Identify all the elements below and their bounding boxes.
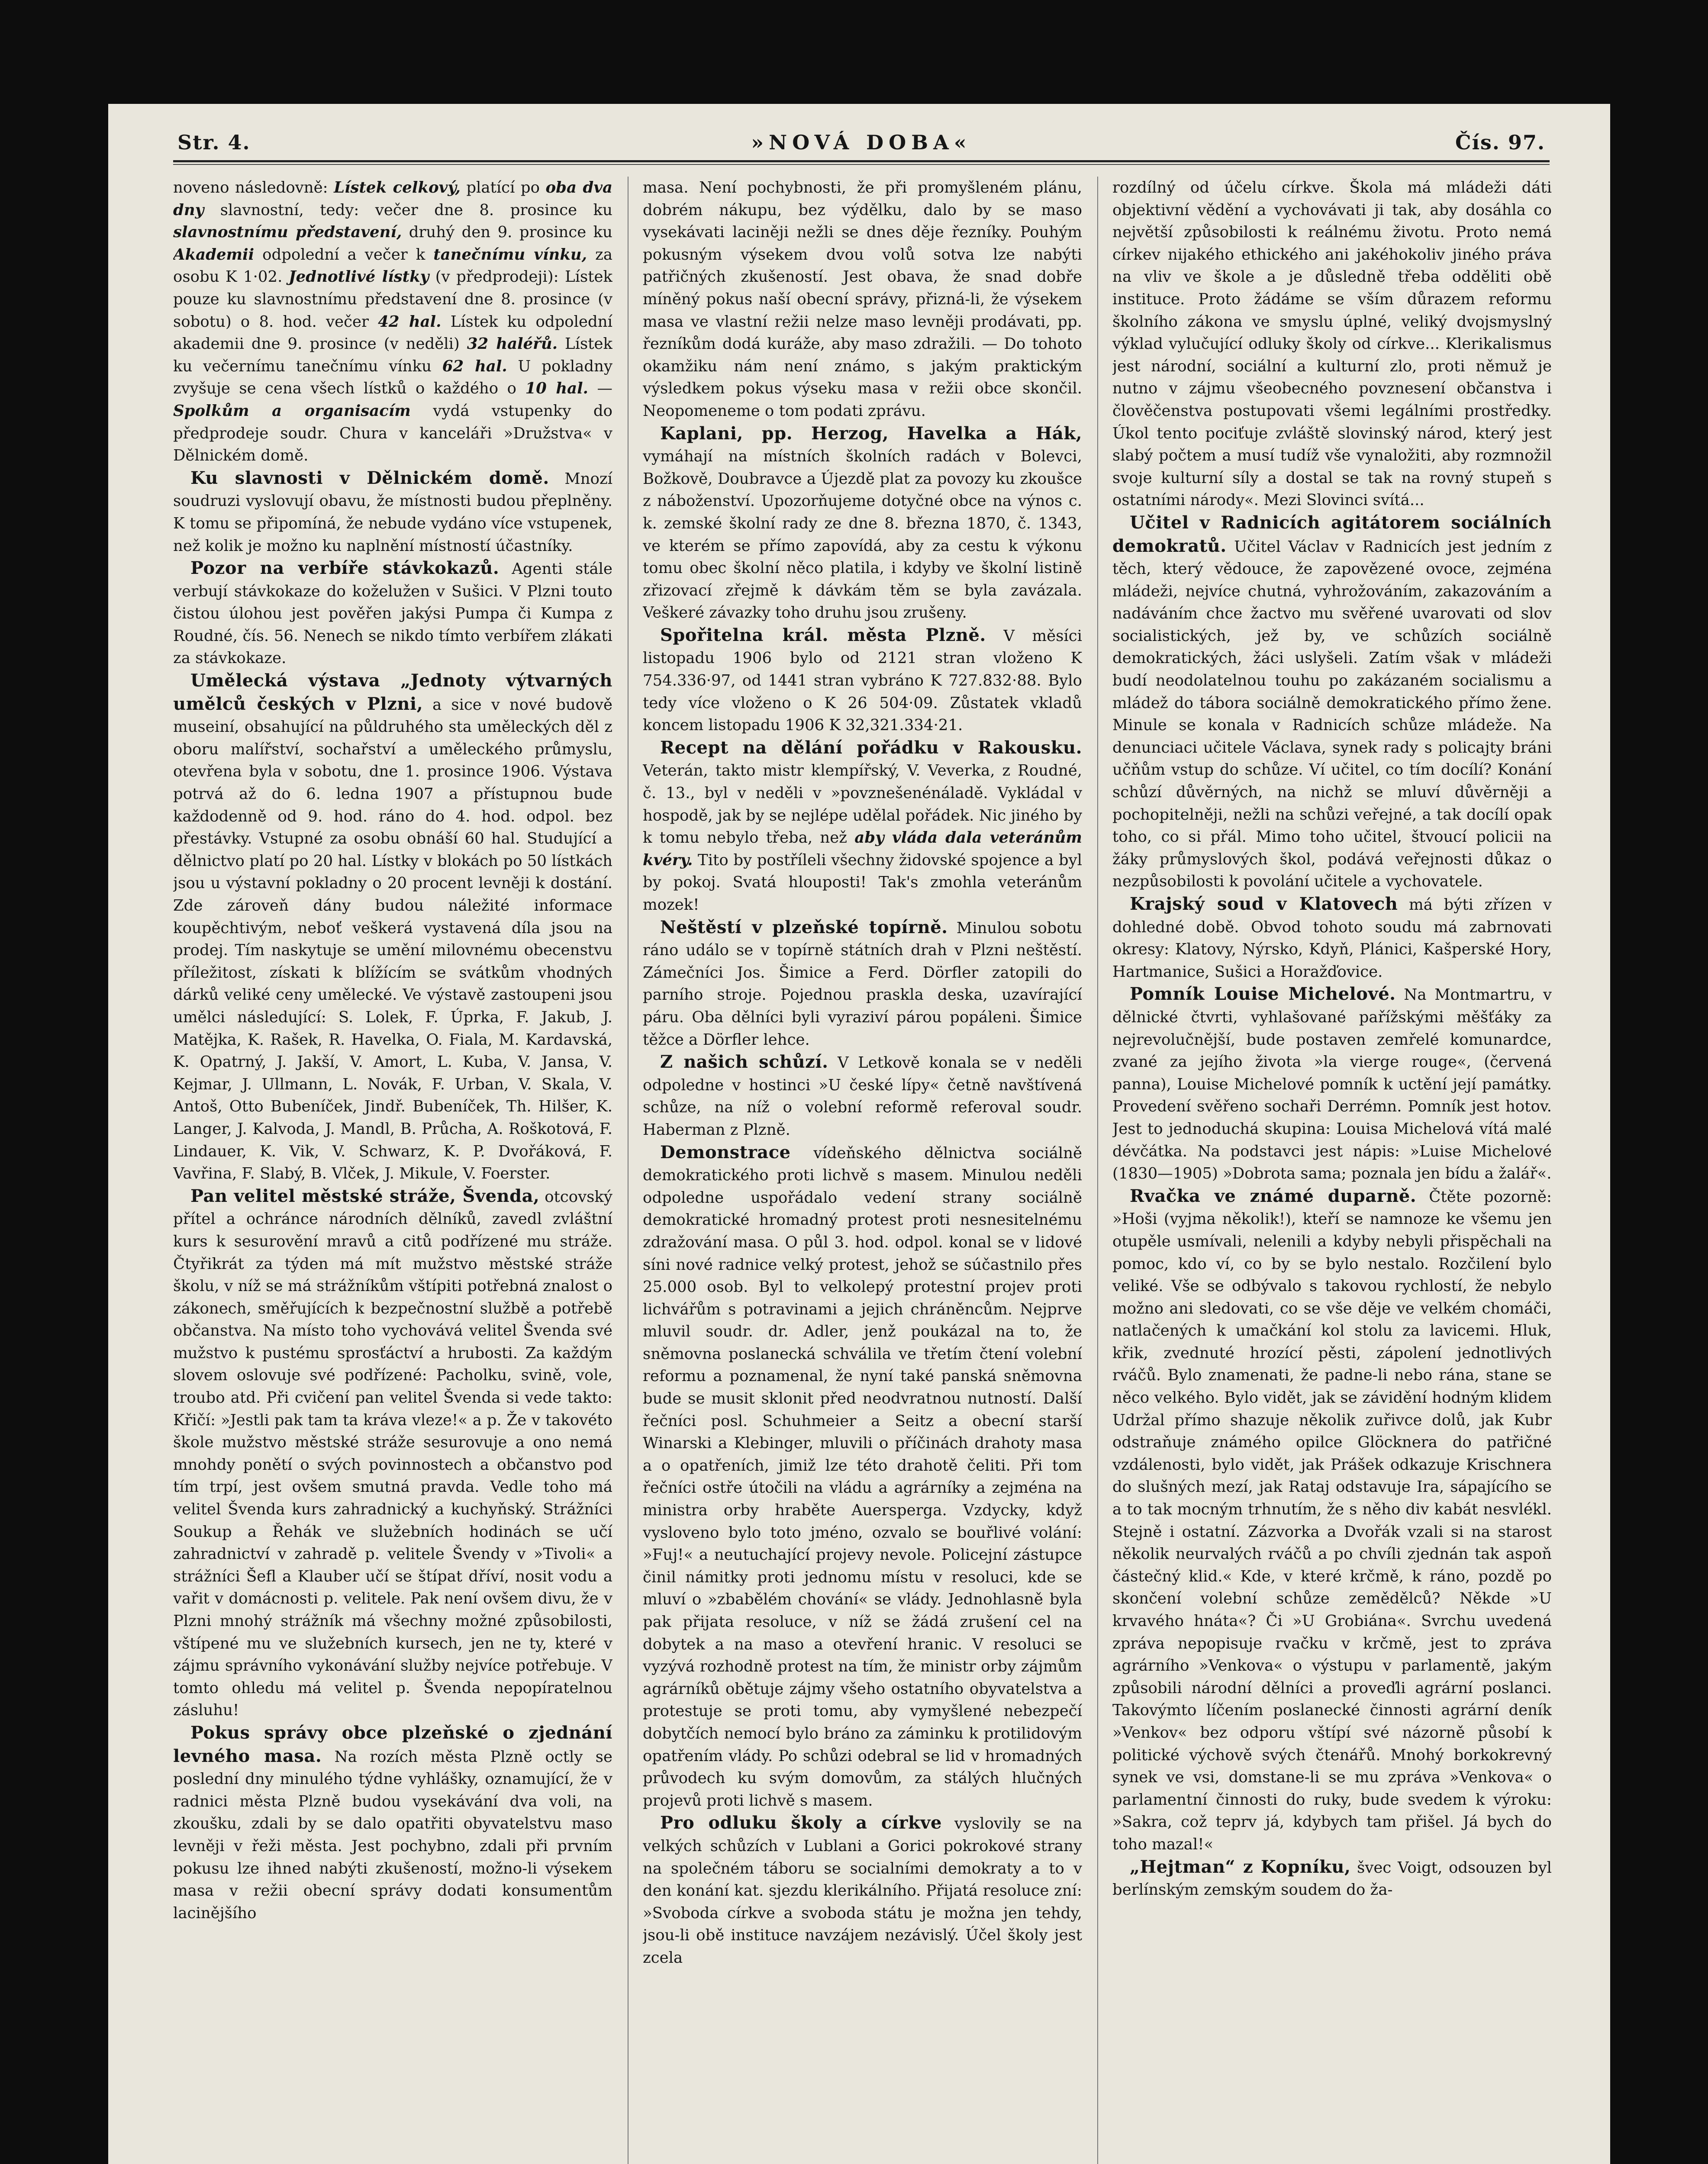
article-body: vymáhají na místních školních radách v Bolevci, Božkově, Doubravce a Újezdě plat za povozy ku zkoušce z náboženství. Upozorňujeme dotyčné obce na výnos c. k. zemské školní rady ze dne 8. března 1870, č. 1343, ve kterém se přímo zapovídá, aby za cestu k výkonu tomu obec školní něco platila, i kdyby ve školní listině zřizovací zřejmě k dávkám těm se byla zavázala. Veškeré závazky toho druhu jsou zrušeny. (643, 448, 1082, 622)
article-heading: Pan velitel městské stráže, Švenda, (190, 1185, 540, 1206)
issue-number: Čís. 97. (1455, 131, 1545, 154)
emphasis: Lístek celkový, (334, 179, 461, 196)
article-body: a sice v nové budově museiní, obsahující na půldruhého sta uměleckých děl z oboru malířství, sochařství a uměleckého průmyslu, otevřena byla v sobotu, dne 1. prosince 1906. Výstava potrvá až do 6. ledna 1907 a přístupnou bude každodenně od 9. hod. ráno do 4. hod. odpol. bez přestávky. Vstupné za osobu obnáší 60 hal. Studující a dělnictvo platí po 20 hal. Lístky v blokách po 50 lístkách jsou u výstavní pokladny o 20 procent levněji k dostání. Zde zároveň dány budou náležité informace koupěchtivým, neboť veškerá vystavená díla jsou na prodej. Tím naskytuje se umění milovnému obecenstvu příležitost, získati k blížícím se svátkům vhodných dárků veliké ceny umělecké. Ve výstavě zastoupeni jsou umělci následující: S. Lolek, F. Úprka, F. Jakub, J. Matějka, K. Rašek, R. Havelka, O. Fiala, M. Kardavská, K. Opatrný, J. Jakší, V. Amort, L. Kuba, V. Jansa, V. Kejmar, J. Ullmann, L. Novák, F. Urban, V. Skala, V. Antoš, Otto Bubeníček, Jindř. Bubeníček, Th. Hilšer, K. Langer, J. Kalvoda, J. Mandl, B. Průcha, A. Roškotová, F. Lindauer, K. Vik, V. Schwarz, K. P. Dvořáková, F. Vavřina, F. Slabý, B. Vlček, J. Mikule, V. Foerster. (173, 696, 612, 1183)
article-heading: Pokus správy obce plzeňské o zjednání levného masa. (173, 1722, 612, 1766)
article-strikebreakers (173, 557, 612, 670)
emphasis: tanečnímu vínku, (433, 245, 587, 264)
text: vydá vstupenky do předprodeje soudr. Chura v kanceláři »Družstva« v Dělnickém domě. (173, 402, 612, 465)
article-demonstration (643, 1141, 1082, 1812)
text: za osobu K 1·02. (173, 245, 612, 286)
article-body: Na rozích města Plzně octly se poslední dny minulého týdne vyhlášky, oznamující, že v radnici města Plzně budou vysekávání dva voli, na zkoušku, zdali by se dalo opatřiti obyvatelstvu maso levněji v řeži města. Jest pochybno, zdali při prvním pokusu lze ihned nabýti zkušeností, možno-li výsekem masa v režii obecní správy dodati konsumentům lacinějšího (173, 1748, 612, 1922)
article-columns (173, 177, 1554, 2164)
article-body: Veterán, takto mistr klempířský, V. Veverka, z Roudné, č. 13., byl v neděli v »povznešenénáladě. Vykládal v hospodě, jak by se nejlépe udělal pořádek. Nic jiného by k tomu nebylo třeba, než (643, 762, 1082, 847)
article-depot-accident (643, 916, 1082, 1051)
text: noveno následovně: (173, 179, 334, 196)
article-body: Minulou sobotu ráno událo se v topírně státních drah v Plzni neštěstí. Zámečníci Jos. Šimice a Ferd. Dörfler zatopili do parního stroje. Pojednou praskla deska, uzavírající páru. Oba dělníci byli vyraziví párou popáleni. Šimice těžce a Dörfler lehce. (643, 919, 1082, 1049)
article-body: Učitel Václav v Radnicích jest jedním z těch, který vědouce, že zapovězené ovoce, zejména mládeži, nejvíce chutná, vyhrožováním, zakazováním a nadáváním chce žactvo mu svěřené uvarovati od slov socialistických, jež by, ve schůzích sociálně demokratických, žáci uslyšeli. Zatím však v mládeži budí neodolatelnou touhu po zakázaném socialismu a mládež do tábora sociálně demokratického přímo žene. Minule se konala v Radnicích schůze mládeže. Na denunciaci učitele Václava, synek rady s policajty bráni učňům vstup do schůze. Ví učitel, co tím docílí? Konání schůzí důvěrných, na nichž se mluví důvěrněji a pochopitelněji, nežli na schůzi veřejné, a tak docílí opak toho, co si přál. Mimo toho učitel, štvoucí policii na žáky průmyslových škol, podává veřejnosti důkaz o nezpůsobilosti k povolání učitele a vychovatele. (1112, 538, 1552, 891)
article-art-exhibition (173, 670, 612, 1185)
article-body: otcovský přítel a ochránce národních dělníků, zavedl zvláštní kurs k sesurovění mravů a citů podřízené mu stráže. Čtyřikrát za týden má mít mužstvo městské stráže školu, v níž se má strážníkům vštípiti potřebná znalost o zákonech, směřujících k bezpečnostní službě a potřebě občanstva. Na místo toho vychovává velitel Švenda své mužstvo k pustému sprosťáctví a hrubosti. Za každým slovem oslovuje své podřízené: Pacholku, svině, vole, troubo atd. Při cvičení pan velitel Švenda si vede takto: Křičí: »Jestli pak tam ta kráva vleze!« a p. Že v takovéto škole mužstvo městské stráže sesurovuje a ono nemá mnohdy ponětí o svých povinnostech a občanstvo pod tím trpí, jest ovšem smutná pravda. Vedle toho má velitel Švenda kurs zahradnický a kuchyňský. Strážníci Soukup a Řehák ve služebních hodinách se učí zahradnictví v zahradě p. velitele Švendy v »Tivoli« a strážníci Šefl a Klauber učí se štípat dříví, nosit vodu a vařit v domácnosti p. velitele. Pak není ovšem divu, že v Plzni mnohý strážník má všechny možné způsobilosti, vštípené mu ve služebních kursech, jen ne ty, které v zájmu správního vykonávání služby nejvíce potřebuje. V tomto ohledu má velitel p. Švenda nepopíratelnou zásluhu! (173, 1188, 612, 1720)
article-heading: Pro odluku školy a církve (660, 1813, 942, 1833)
text: Lístek ku večernímu tanečnímu vínku (173, 335, 612, 375)
article-body: V měsíci listopadu 1906 bylo od 2121 stran vloženo K 754.336·97, od 1441 stran vybráno K 727.832·88. Bylo tedy více vloženo o K 26 504·09. Zůstatek vkladů koncem listopadu 1906 K 32,321.334·21. (643, 627, 1082, 734)
article-body: vídeňského dělnictva sociálně demokratického proti lichvě s masem. Minulou neděli odpoledne uspořádalo vedení strany sociálně demokratické hromadný protest proti nesnesitelnému zdražování masa. O půl 3. hod. odpol. konal se v lidové síni nové radnice velký protest, jehož se súčastnilo přes 25.000 osob. Byl to velkolepý protestní projev proti lichvářům s potravinami a jejich chráněncům. Nejprve mluvil soudr. dr. Adler, jenž poukázal na to, že sněmovna poslanecká schválila ve třetím čtení volební reformu a poznamenal, že nyní také panská sněmovna bude se musit sklonit před neodvratnou nutností. Další řečníci posl. Schuhmeier a Seitz a obecní starší Winarski a Klebinger, mluvili o příčinách drahoty masa a o opatřeních, jimiž lze této drahotě čeliti. Při tom řečníci ostře útočili na vládu a agrárníky a zejména na ministra orby hraběte Auersperga. Vzdycky, když vysloveno bylo toto jméno, ozvalo se bouřlivé volání: »Fuj!« a neutuchající projevy nevole. Policejní zástupce činil námitky proti jednomu místu v resoluci, kde se mluví o »zbabělém chování« se vlády. Jednohlasně byla pak přijata resoluce, v níž se žádá zrušení cel na dobytek a na maso a otevření hranic. V resoluci se vyzývá rozhodně protest na tím, že ministr orby zájmům agrárníků obětuje zájmy všeho ostatního obyvatelstva a protestuje se proti tomu, aby vymyšlené nebezpečí dobytčích nemocí bylo bráno za záminku k protilidovým opatřením vlády. Po schůzi odebral se lid v hromadných průvodech ku svým domovům, za stálých hlučných projevů proti lichvě s masem. (643, 1144, 1082, 1810)
article-body: vyslovily se na velkých schůzích v Lublani a Gorici pokrokové strany na společném táboru se socialními demokraty a to v den konání kat. sjezdu klerikálního. Přijatá resoluce zní: »Svoboda církve a svoboda státu je možna jen tehdy, jsou-li obě instituce navzájem nezávislý. Účel školy jest zcela (643, 1815, 1082, 1967)
text: druhý den 9. prosince ku (402, 223, 612, 242)
article-hauptmann-kopenick (1112, 1856, 1552, 1901)
article-heading: Umělecká výstava „Jednoty výtvarných umělců českých v Plzni, (173, 670, 612, 714)
article-body: V Letkově konala se v neděli odpoledne v hostinci »U české lípy« četně navštívená schůze, na níž o volební reformě referoval soudr. Haberman z Plzně. (643, 1054, 1082, 1139)
article-heading: „Hejtman“ z Kopníku, (1130, 1856, 1351, 1877)
article-body: Agenti stále verbují stávkokaze do koželužen v Sušici. V Plzni touto čistou úlohou jest pověřen jakýsi Pumpa či Kumpa z Roudné, čís. 56. Nenech se nikdo tímto verbířem zlákati za stávkokaze. (173, 560, 612, 667)
article-school-church (643, 1812, 1082, 1969)
article-heading: Krajský soud v Klatovech (1130, 894, 1398, 914)
article-michel-monument (1112, 983, 1552, 1185)
article-celebration (173, 467, 612, 557)
article-heading: Pomník Louise Michelové. (1130, 984, 1396, 1005)
emphasis: 42 hal. (378, 312, 442, 331)
article-tickets (173, 177, 612, 467)
article-heading: Učitel v Radnicích agitátorem sociálních demokratů. (1112, 512, 1552, 556)
emphasis: oba dva dny (173, 179, 612, 219)
page-header (177, 131, 1545, 161)
column-3 (1112, 177, 1552, 2164)
article-heading: Ku slavnosti v Dělnickém domě. (190, 467, 549, 488)
text: slavnostní, tedy: večer dne 8. prosince ku (204, 201, 612, 219)
article-body: Čtěte pozorně: »Hoši (vyjma několik!), kteří se namnoze ke všemu jen otupěle usmívali, nelenili a kdyby nebyli přispěchali na pomoc, kdo ví, co by se bylo nestalo. Rozčilení bylo veliké. Vše se odbývalo s takovou rychlostí, že nebylo možno ani sledovati, co se vše děje ve velkém chomáči, natlačených k umačkání kol stolu za lavicemi. Hluk, křik, zvednuté hrozící pěsti, zápolení jednotlivých rváčů. Bylo znamenati, že padne-li nebo rána, stane se něco velkého. Bylo vidět, jak se závidění hodným klidem Udržal přímo shazuje několik zuřivce dolů, jak Kubr odstraňuje známého opilce Glöcknera do patřičné vzdálenosti, bylo vidět, jak Prášek odkazuje Krischnera do slušných mezí, jak Rataj odstavuje Ira, sápajícího se a to tak mocným trhnutím, že s něho div kabát nesvlékl. Stejně i ostatní. Zázvorka a Dvořák vzali si na starost několik neurvalých rváčů a po chvíli zjednán tak aspoň částečný klid.« Kde, v které krčmě, k ráno, pozdě po skončení volební schůze zemědělců? Někde »U krvavého hnáta«? Či »U Grobiána«. Svrchu uvedená zpráva nepopisuje rvačku v krčmě, jest to zpráva agrárního »Venkova« o výstupu v parlamentě, jakým způsobili národní dělníci a proveďli agrární poslanci. Takovýmto líčením poslanecké činnosti agrární deník »Venkov« bez odporu vštípí své názorně působí k politické výchově svých čtenářů. Mnohý borkokrevný synek ve vsi, domstane-li se mu zpráva »Venkova« o parlamentní činnosti do ruky, bude svedem k výroku: »Sakra, což teprv já, kdybych tam přišel. Já bych do toho mazal!« (1112, 1188, 1552, 1853)
article-body: má býti zřízen v dohledné době. Obvod tohoto soudu má zabrnovati okresy: Klatovy, Nýrsko, Kdyň, Plánici, Kašperské Hory, Hartmanice, Sušici a Horažďovice. (1112, 896, 1552, 981)
page-number: Str. 4. (177, 131, 251, 154)
article-teacher-radnice (1112, 512, 1552, 893)
emphasis: Jednotlivé lístky (288, 268, 429, 286)
newspaper-page (108, 104, 1610, 2164)
article-heading: Pozor na verbíře stávkokazů. (190, 558, 500, 579)
article-heading: Demonstrace (660, 1142, 791, 1163)
emphasis: slavnostnímu představení, (173, 223, 402, 242)
emphasis: aby vláda dala veteránům kvéry. (643, 829, 1082, 869)
article-savings-bank (643, 624, 1082, 737)
emphasis: 62 hal. (442, 357, 507, 375)
article-school-church-cont: rozdílný od účelu církve. Škola má mládeži dáti objektivní vědění a vychovávati ji tak, aby dosáhla co největší způsobilosti k reálnému životu. Proto nemá církev nijakého ethického ani jakéhokoliv jiného práva na vliv ve škole a je důsledně třeba odděliti obě instituce. Proto žádáme se vším důrazem reformu školního zákona ve smyslu úplné, veliký dvojsmyslný výklad vylučující odluky školy od církve... Klerikalismus jest národní, sociální a kulturní zlo, proti němuž je nutno v zájmu všeobecného povznesení občanstva i člověčenstva postupovati všemi legálními prostředky. Úkol tento pociťuje zvláště slovinský národ, který jest slabý počtem a musí tudíž vše vynaložiti, aby rozmnožil svoje kulturní síly a dostal se tak na rovný stupeň s ostatními národy«. Mezi Slovinci svítá... (1112, 179, 1552, 509)
article-heading: Rvačka ve známé duparně. (1130, 1185, 1417, 1206)
article-cheap-meat (173, 1722, 612, 1924)
text: U pokladny zvyšuje se cena všech lístků o každého o (173, 357, 612, 398)
article-city-guard (173, 1185, 612, 1722)
article-chaplains (643, 422, 1082, 624)
emphasis: 10 hal. (525, 380, 589, 398)
article-body: švec Voigt, odsouzen byl berlínským zemským soudem do ža- (1112, 1858, 1552, 1899)
article-heading: Spořitelna král. města Plzně. (660, 625, 986, 645)
article-heading: Recept na dělání pořádku v Rakousku. (660, 737, 1082, 758)
article-body: Na Montmartru, v dělnické čtvrti, vyhlašované pařížskými měšťáky za nejrevolučnější, bude postaven zemřelé komunardce, zvané za jejího života »la vierge rouge«, (červená panna), Louise Michelové pomník k uctění její památky. Provedení svěřeno sochaři Derrémn. Pomník jest hotov. Jest to jednoduchá skupina: Louisa Michelová vítá malé dévčátka. Na podstavci jest nápis: »Luise Michelové (1830—1905) »Dobrota sama; poznala jen bídu a žalář«. (1112, 986, 1552, 1183)
article-klatovy-court (1112, 893, 1552, 983)
article-heading: Kaplani, pp. Herzog, Havelka a Hák, (660, 423, 1082, 444)
column-divider (1097, 177, 1098, 2164)
emphasis: Spolkům a organisacím (173, 402, 411, 420)
article-cheap-meat-cont: masa. Není pochybnosti, že při promyšleném plánu, dobrém nákupu, bez výdělku, dalo by se maso vysekávati laciněji nežli se dnes děje řezníky. Pouhým pokusným výsekem dvou volů sotva lze nabýti patřičných zkušeností. Jest obava, že snad dobře míněný pokus naší obecní správy, přizná-li, že výsekem masa ve vlastní režii nelze maso levněji prodávati, pp. řezníkům dodá kuráže, aby maso zdražili. — Do tohoto okamžiku nám není známo, s jakým praktickým výsledkem pokus výseku masa v režii obce skončil. Neopomeneme o tom podati zprávu. (643, 179, 1082, 420)
column-2 (643, 177, 1082, 2164)
emphasis: 32 haléřů. (467, 335, 558, 353)
text: odpolední a večer k (254, 245, 434, 264)
text: (v předprodeji): Lístek pouze ku slavnostnímu představení dne 8. prosince (v sobotu) o 8. hod. večer (173, 268, 612, 331)
text: platící po (460, 179, 546, 196)
column-1 (173, 177, 612, 2164)
text: Lístek ku odpolední akademii dne 9. prosince (v neděli) (173, 312, 612, 353)
article-heading: Neštěstí v plzeňské topírně. (660, 917, 948, 937)
article-body: Tito by postříleli všechny židovské spojence a byl by pokoj. Svatá hlouposti! Tak's zmohla veteránům mozek! (643, 851, 1082, 914)
article-our-meetings (643, 1051, 1082, 1141)
article-brawl (1112, 1185, 1552, 1856)
text: — (588, 380, 612, 398)
article-body: Mnozí soudruzi vyslovují obavu, že místnosti budou přeplněny. K tomu se připomíná, že nebude vydáno více vstupenek, než kolik je možno ku naplnění místností účastníky. (173, 470, 612, 555)
header-rule (173, 160, 1550, 165)
newspaper-title: »NOVÁ DOBA« (751, 131, 972, 154)
emphasis: Akademii (173, 245, 255, 264)
article-recipe-order (643, 737, 1082, 916)
article-heading: Z našich schůzí. (660, 1052, 828, 1072)
